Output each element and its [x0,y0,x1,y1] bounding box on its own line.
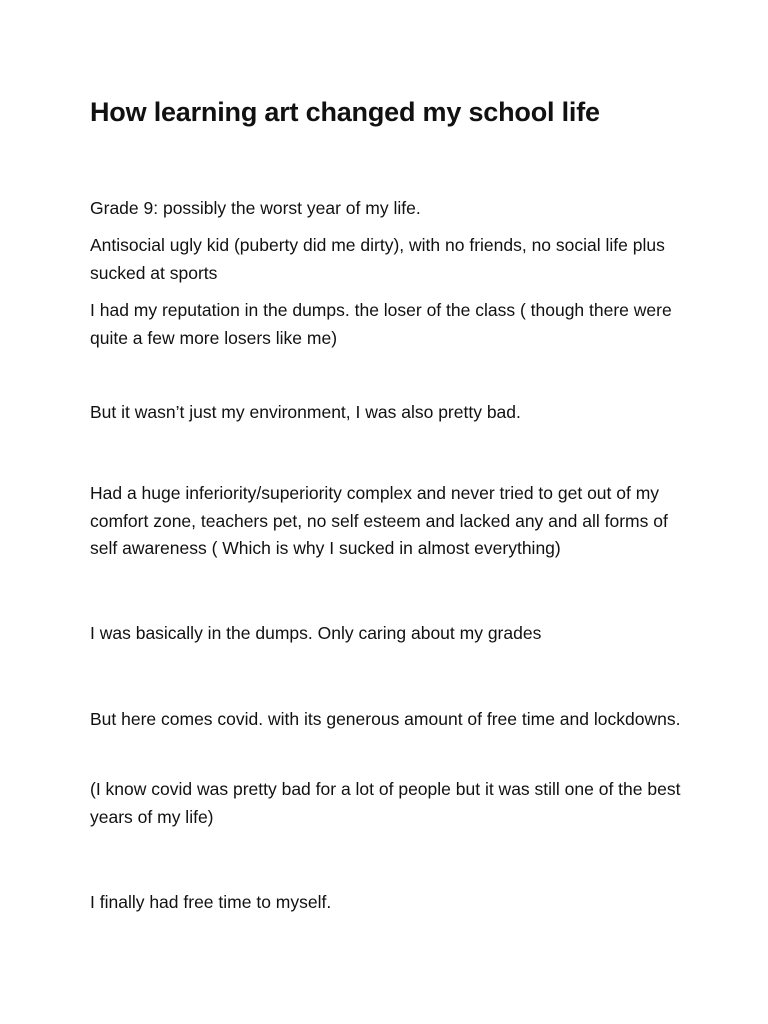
document-title: How learning art changed my school life [90,97,600,127]
paragraph-antisocial: Antisocial ugly kid (puberty did me dirty), with no friends, no social life plus sucked at sports [90,235,665,283]
paragraph-grade-9: Grade 9: possibly the worst year of my life. [90,198,421,218]
paragraph-free-time: I finally had free time to myself. [90,892,332,912]
paragraph-grades: I was basically in the dumps. Only caring about my grades [90,623,542,643]
paragraph-covid: But here comes covid. with its generous amount of free time and lockdowns. [90,709,681,729]
paragraph-covid-note: (I know covid was pretty bad for a lot of people but it was still one of the best years of my life) [90,779,681,827]
paragraph-environment: But it wasn’t just my environment, I was also pretty bad. [90,402,521,422]
paragraph-reputation: I had my reputation in the dumps. the loser of the class ( though there were quite a few more losers like me) [90,300,672,348]
paragraph-complex: Had a huge inferiority/superiority complex and never tried to get out of my comfort zone, teachers pet, no self esteem and lacked any and all forms of self awareness ( Which is why I sucked in almost everything) [90,483,668,558]
